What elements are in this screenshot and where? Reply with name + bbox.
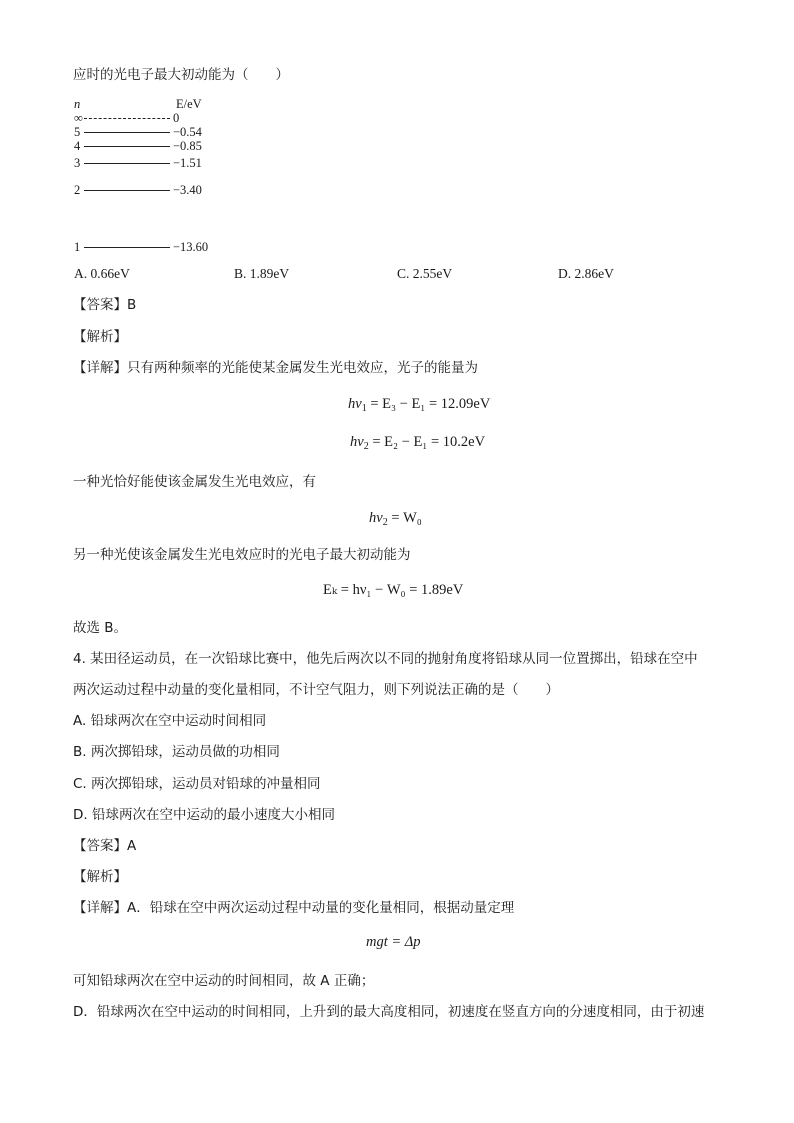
q3-text-3: 另一种光使该金属发生光电效应时的光电子最大初动能为 (73, 547, 411, 563)
q4-stem-line-2: 两次运动过程中动量的变化量相同，不计空气阻力，则下列说法正确的是（ ） (73, 682, 559, 698)
q3-eq1-lhs: hν (348, 396, 362, 412)
question-3-tail: 应时的光电子最大初动能为（ ） (73, 67, 289, 83)
q3-answer: 【答案】B (73, 297, 137, 313)
q3-conclusion: 故选 B。 (73, 620, 128, 636)
q3-option-a: A. 0.66eV (74, 266, 130, 281)
q3-option-b: B. 1.89eV (234, 266, 290, 281)
level-e-5: −0.54 (173, 125, 202, 139)
q3-eq3-lhs: hν (369, 510, 383, 526)
level-e-4: −0.85 (173, 139, 202, 153)
level-e-3: −1.51 (173, 156, 202, 170)
level-n-1: 1 (74, 240, 81, 254)
q3-equation-4: Eₖ = hν₁ − W₀ = 1.89eV (323, 582, 464, 598)
q3-eq3-rhs: = W₀ (391, 510, 422, 526)
q3-option-d: D. 2.86eV (558, 266, 614, 281)
q4-detail: 【详解】A．铅球在空中两次运动过程中动量的变化量相同，根据动量定理 (73, 900, 515, 916)
level-line-4 (84, 146, 170, 147)
q4-text-3: D．铅球两次在空中运动的时间相同，上升到的最大高度相同，初速度在竖直方向的分速度相同，由于初速 (73, 1004, 705, 1020)
energy-axis-label: E/eV (176, 97, 202, 111)
level-line-2 (84, 190, 170, 191)
q3-eq1-sub: 1 (361, 403, 367, 414)
q3-eq2-lhs: hν (350, 434, 364, 450)
level-n-3: 3 (74, 156, 81, 170)
level-e-2: −3.40 (173, 183, 202, 197)
q4-answer: 【答案】A (73, 838, 137, 854)
q3-equation-3 (369, 509, 422, 527)
q3-detail: 【详解】只有两种频率的光能使某金属发生光电效应，光子的能量为 (73, 360, 478, 376)
q4-equation-1: mgt = Δp (366, 934, 421, 950)
q3-eq2-sub: 2 (363, 441, 369, 452)
q3-option-c: C. 2.55eV (397, 266, 453, 281)
q4-option-c: C. 两次掷铅球，运动员对铅球的冲量相同 (73, 776, 321, 792)
level-line-inf (84, 118, 170, 119)
q3-analysis-heading: 【解析】 (73, 329, 127, 345)
q4-option-a: A. 铅球两次在空中运动时间相同 (73, 713, 267, 729)
level-line-5 (84, 132, 170, 133)
level-line-3 (84, 163, 170, 164)
q3-eq3-sub: 2 (382, 517, 388, 528)
q3-eq2-rhs: = E₂ − E₁ = 10.2eV (372, 434, 486, 450)
q3-eq1-rhs: = E₃ − E₁ = 12.09eV (370, 396, 491, 412)
level-n-2: 2 (74, 183, 81, 197)
level-n-inf: ∞ (74, 111, 83, 125)
q4-option-b: B. 两次掷铅球，运动员做的功相同 (73, 744, 280, 760)
q3-equation-1 (348, 395, 490, 413)
q4-analysis-heading: 【解析】 (73, 869, 127, 885)
q3-text-2: 一种光恰好能使该金属发生光电效应，有 (73, 474, 316, 490)
level-e-inf: 0 (173, 111, 180, 125)
q4-option-d: D. 铅球两次在空中运动的最小速度大小相同 (73, 807, 335, 823)
n-axis-label: n (74, 97, 81, 111)
q4-text-2: 可知铅球两次在空中运动的时间相同，故 A 正确； (73, 973, 375, 989)
level-n-5: 5 (74, 125, 81, 139)
level-e-1: −13.60 (173, 240, 209, 254)
level-n-4: 4 (74, 139, 81, 153)
q4-stem-line-1: 4. 某田径运动员，在一次铅球比赛中，他先后两次以不同的抛射角度将铅球从同一位置掷出，铅球在空中 (73, 651, 698, 667)
level-line-1 (84, 247, 170, 248)
q3-equation-2 (350, 433, 485, 451)
